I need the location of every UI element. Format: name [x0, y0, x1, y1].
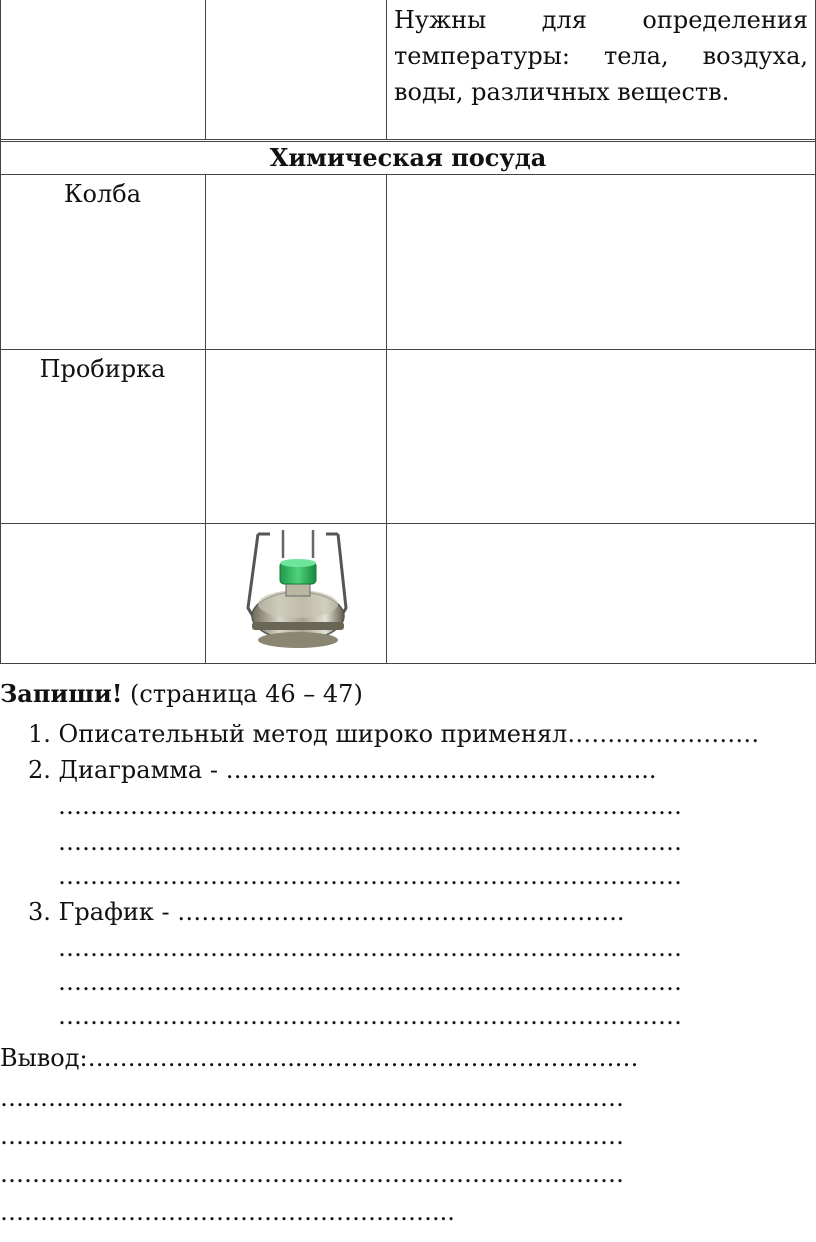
- answer-line: ……………………………………………………………………: [58, 792, 682, 820]
- table-row-divider: [0, 139, 816, 140]
- section-heading: Химическая посуда: [269, 143, 547, 172]
- purpose-line: температуры: тела, воздуха,: [394, 42, 808, 70]
- table-row-divider: [0, 523, 816, 524]
- table-bottom-border: [0, 663, 816, 664]
- table-row-divider: [0, 349, 816, 350]
- column-divider: [386, 174, 387, 664]
- task-item-1: 1. Описательный метод широко применял……………………: [28, 720, 760, 748]
- task-item-2: 2. Диаграмма - ……………………………………………...: [28, 756, 657, 784]
- purpose-line: Нужны для определения: [394, 6, 808, 34]
- conclusion-last-line: ………………………………………………...: [0, 1198, 455, 1226]
- task-pages: (страница 46 – 47): [130, 680, 363, 708]
- column-divider: [205, 174, 206, 664]
- answer-line: ……………………………………………………………………: [58, 934, 682, 962]
- task-item-3: 3. График - ………………………………………………..: [28, 898, 625, 926]
- answer-line: ……………………………………………………………………: [0, 1160, 624, 1188]
- table-left-border: [0, 0, 1, 664]
- answer-line: ……………………………………………………………………: [58, 1002, 682, 1030]
- task-label: Запиши!: [0, 679, 123, 708]
- answer-line: ……………………………………………………………………: [58, 828, 682, 856]
- purpose-line: воды, различных веществ.: [394, 78, 730, 106]
- column-divider: [386, 0, 387, 140]
- answer-line: ……………………………………………………………………: [58, 968, 682, 996]
- item-name-test-tube: Пробирка: [39, 355, 166, 383]
- purpose-text: [394, 2, 808, 110]
- item-name-flask: Колба: [63, 180, 142, 208]
- answer-line: ……………………………………………………………………: [58, 862, 682, 890]
- spirit-lamp-icon: [238, 528, 358, 658]
- column-divider: [205, 0, 206, 140]
- answer-line: ……………………………………………………………………: [0, 1084, 624, 1112]
- conclusion-label: Вывод:……………………...……………………………………: [0, 1044, 639, 1072]
- answer-line: ……………………………………………………………………: [0, 1122, 624, 1150]
- task-heading: [0, 678, 816, 710]
